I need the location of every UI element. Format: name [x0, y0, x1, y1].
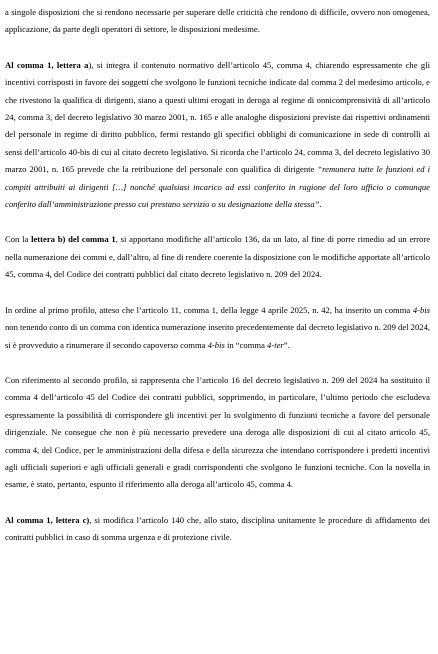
primo-profilo-text-a: In ordine al primo profilo, atteso che l’articolo 11, comma 1, della legge 4 aprile 2025, n. 42, ha inserito un comma	[5, 304, 413, 315]
primo-profilo-text-c: in “comma	[224, 339, 268, 350]
primo-profilo-text-b: non tenendo conto di un comma con identica numerazione inserito precedentemente dal decreto legislativo n. 209 del 2024, si è provveduto a rinumerare il secondo capoverso comma	[5, 322, 431, 350]
paragraph-intro	[5, 4, 430, 39]
primo-profilo-4bis-a: 4-bis	[412, 304, 430, 315]
comma-1-lettera-a-end: .	[319, 199, 322, 210]
paragraph-comma-1-lettera-c	[5, 512, 430, 547]
secondo-profilo-text: Con riferimento al secondo profilo, si rappresenta che l’articolo 16 del decreto legislativo n. 209 del 2024 ha sostituito il comma 4 dell’articolo 45 del Codice dei contratti pubblici, sopprimendo, in particolare, l’ultimo periodo che escludeva espressamente la possibilità di corrispondere gli incentivi per lo svolgimento di funzioni tecniche a favore del personale dirigenziale. Ne consegue che non è più necessario prevedere una deroga alle disposizioni di cui al citato articolo 45, comma 4, del Codice, per le amministrazioni della difesa e della sicurezza che intendano corrispondere i predetti incentivi agli ufficiali superiori e agli ufficiali generali e gradi corrispondenti che svolgono le funzioni tecniche. Con la novella in esame, è stato, pertanto, espunto il riferimento alla deroga all’articolo 45, comma 4.	[5, 374, 430, 490]
paragraph-primo-profilo	[5, 302, 430, 354]
lettera-b-pre: Con la	[5, 234, 32, 245]
lettera-b-text: , si apportano modifiche all’articolo 136, da un lato, al fine di porre rimedio ad un errore nella numerazione dei commi e, dall’altro, al fine di rendere coerente la disposizione con le modifiche apportate all’articolo 45, comma 4, del Codice dei contratti pubblici dal citato decreto legislativo n. 209 del 2024.	[5, 234, 431, 280]
lettera-b-heading: lettera b) del comma 1	[31, 234, 116, 245]
paragraph-comma-1-lettera-a	[5, 57, 430, 214]
quoted-provision: “remunera tutte le funzioni ed i compiti attribuiti ai dirigenti […] nonché qualsiasi incarico ad essi conferito in ragione del loro ufficio o comunque conferito dall’amministrazione presso cui prestano servizio o su designazione della stessa”	[5, 164, 430, 210]
comma-1-lettera-a-heading: Al comma 1, lettera a	[5, 59, 89, 70]
primo-profilo-4ter: 4-ter	[267, 339, 284, 350]
primo-profilo-4bis-b: 4-bis	[207, 339, 225, 350]
comma-1-lettera-c-text: , si modifica l’articolo 140 che, allo stato, disciplina unitamente le procedure di affidamento dei contratti pubblici in caso di somma urgenza e di protezione civile.	[5, 514, 430, 543]
paragraph-intro-text: a singole disposizioni che si rendono necessarie per superare delle criticità che rendono di difficile, ovvero non omogenea, applicazione, da parte degli operatori di settore, le disposizioni medesime.	[5, 7, 430, 35]
primo-profilo-text-d: ”.	[283, 339, 290, 350]
paragraph-lettera-b	[5, 231, 430, 283]
paragraph-secondo-profilo	[5, 372, 430, 494]
comma-1-lettera-a-text: ), si integra il contenuto normativo dell’articolo 45, comma 4, chiarendo espressamente che gli incentivi corrisposti in favore dei soggetti che svolgono le funzioni tecniche indicate dal comma 2 del medesimo articolo, e che rivestono la qualifica di dirigenti, siano a questi ultimi erogati in deroga al regime di onnicomprensività di all’articolo 24, comma 3, del decreto legislativo 30 marzo 2001, n. 165 e alle analoghe disposizioni previste dai rispettivi ordinamenti del personale in regime di diritto pubblico, fermi restando gli specifici obblighi di comunicazione in sede di controlli ai sensi dell’articolo 40-bis di cui al citato decreto legislativo. Si ricorda che l’articolo 24, comma 3, del decreto legislativo 30 marzo 2001, n. 165 prevede che la retribuzione del personale con qualifica di dirigente	[5, 59, 430, 175]
comma-1-lettera-c-heading: Al comma 1, lettera c)	[5, 514, 90, 525]
